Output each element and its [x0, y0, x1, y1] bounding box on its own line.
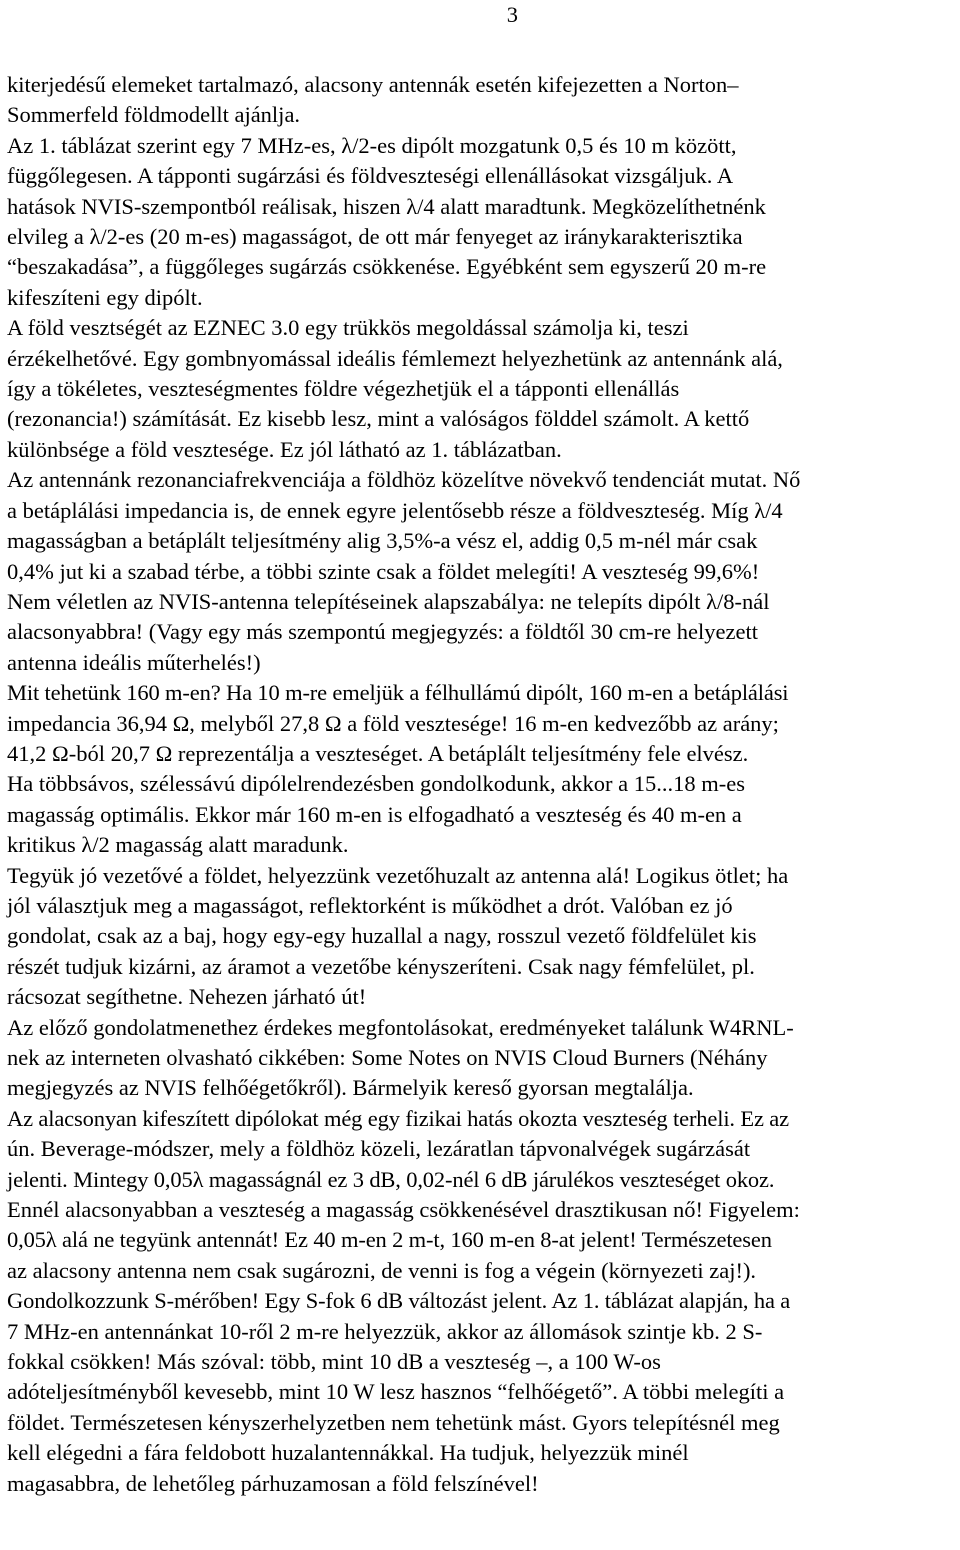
text-line: fokkal csökken! Más szóval: több, mint 10 dB a veszteség –, a 100 W-os	[7, 1349, 661, 1375]
text-line: Nem véletlen az NVIS-antenna telepítéseinek alapszabálya: ne telepíts dipólt λ/8-nál	[7, 588, 770, 614]
text-line: rácsozat segíthetne. Nehezen járható út!	[7, 984, 367, 1010]
text-line: impedancia 36,94 Ω, melyből 27,8 Ω a föld vesztesége! 16 m-en kedvezőbb az arány;	[7, 710, 779, 736]
text-line: (rezonancia!) számítását. Ez kisebb lesz, mint a valóságos földdel számolt. A kettő	[7, 406, 750, 432]
text-line: függőlegesen. A tápponti sugárzási és földveszteségi ellenállásokat vizsgáljuk. A	[7, 163, 734, 189]
text-line: 41,2 Ω-ból 20,7 Ω reprezentálja a veszteséget. A betáplált teljesítmény fele elvész.	[7, 740, 749, 766]
text-line: elvileg a λ/2-es (20 m-es) magasságot, de ott már fenyeget az iránykarakterisztika	[7, 224, 743, 250]
text-line: megjegyzés az NVIS felhőégetőkről). Bármelyik kereső gyorsan megtalálja.	[7, 1075, 694, 1101]
text-line: részét tudjuk kizárni, az áramot a vezetőbe kényszeríteni. Csak nagy fémfelület, pl.	[7, 953, 755, 979]
text-line: kifeszíteni egy dipólt.	[7, 284, 203, 310]
text-line: a betáplálási impedancia is, de ennek egyre jelentősebb része a földveszteség. Míg λ/4	[7, 497, 783, 523]
text-line: nek az interneten olvasható cikkében: Some Notes on NVIS Cloud Burners (Néhány	[7, 1045, 768, 1070]
text-line: különbsége a föld vesztesége. Ez jól látható az 1. táblázatban.	[7, 436, 562, 462]
text-line: magasabbra, de lehetőleg párhuzamosan a föld felszínével!	[7, 1470, 539, 1496]
text-line: érzékelhetővé. Egy gombnyomással ideális fémlemezt helyezhetünk az antennánk alá,	[7, 345, 783, 371]
text-line: így a tökéletes, veszteségmentes földre végezhetjük el a tápponti ellenállás	[7, 376, 680, 402]
text-line: magasság optimális. Ekkor már 160 m-en is elfogadható a veszteség és 40 m-en a	[7, 801, 742, 827]
text-line: kritikus λ/2 magasság alatt maradunk.	[7, 832, 349, 858]
body-text	[7, 70, 948, 1499]
text-line: Ennél alacsonyabban a veszteség a magasság csökkenésével drasztikusan nő! Figyelem:	[7, 1197, 800, 1223]
text-line: ún. Beverage-módszer, mely a földhöz közeli, lezáratlan tápvonalvégek sugárzását	[7, 1136, 751, 1162]
text-line: adóteljesítményből kevesebb, mint 10 W lesz hasznos “felhőégető”. A többi melegíti a	[7, 1379, 785, 1405]
text-line: 7 MHz-en antennánkat 10-ről 2 m-re helyezzük, akkor az állomások szintje kb. 2 S-	[7, 1318, 763, 1344]
text-line: az alacsony antenna nem csak sugározni, de venni is fog a végein (környezeti zaj!).	[7, 1257, 757, 1283]
text-line: antenna ideális műterhelés!)	[7, 649, 261, 675]
text-line: Sommerfeld földmodellt ajánlja.	[7, 102, 301, 128]
text-line: 0,05λ alá ne tegyünk antennát! Ez 40 m-en 2 m-t, 160 m-en 8-at jelent! Természetesen	[7, 1227, 772, 1253]
text-line: jól választjuk meg a magasságot, reflektorként is működhet a drót. Valóban ez jó	[7, 892, 733, 918]
text-line: Az antennánk rezonanciafrekvenciája a földhöz közelítve növekvő tendenciát mutat. Nő	[7, 467, 801, 493]
text-line: alacsonyabbra! (Vagy egy más szempontú megjegyzés: a földtől 30 cm-re helyezett	[7, 619, 758, 645]
text-line: Tegyük jó vezetővé a földet, helyezzünk vezetőhuzalt az antenna alá! Logikus ötlet; ha	[7, 862, 789, 888]
text-line: “beszakadása”, a függőleges sugárzás csökkenése. Egyébként sem egyszerű 20 m-re	[7, 254, 767, 280]
text-line: hatások NVIS-szempontból reálisak, hiszen λ/4 alatt maradtunk. Megközelíthetnénk	[7, 193, 766, 219]
page-number: 3	[506, 2, 518, 27]
text-line: Ha többsávos, szélessávú dipólelrendezésben gondolkodunk, akkor a 15...18 m-es	[7, 771, 745, 797]
text-line: 0,4% jut ki a szabad térbe, a többi szinte csak a földet melegíti! A veszteség 99,6%!	[7, 558, 760, 584]
text-line: jelenti. Mintegy 0,05λ magasságnál ez 3 dB, 0,02-nél 6 dB járulékos veszteséget okoz.	[7, 1166, 775, 1192]
text-line: kiterjedésű elemeket tartalmazó, alacsony antennák esetén kifejezetten a Norton–	[7, 72, 739, 97]
text-line: gondolat, csak az a baj, hogy egy-egy huzallal a nagy, rosszul vezető földfelület kis	[7, 923, 757, 949]
text-line: kell elégedni a fára feldobott huzalantennákkal. Ha tudjuk, helyezzük minél	[7, 1440, 689, 1466]
text-line: Gondolkozzunk S-mérőben! Egy S-fok 6 dB változást jelent. Az 1. táblázat alapján, ha a	[7, 1288, 791, 1314]
text-line: Az előző gondolatmenethez érdekes megfontolásokat, eredményeket találunk W4RNL-	[7, 1014, 794, 1040]
text-line: Mit tehetünk 160 m-en? Ha 10 m-re emeljük a félhullámú dipólt, 160 m-en a betáplálási	[7, 680, 789, 706]
text-line: földet. Természetesen kényszerhelyzetben nem tehetünk mást. Gyors telepítésnél meg	[7, 1409, 780, 1435]
text-line: A föld vesztségét az EZNEC 3.0 egy trükkös megoldással számolja ki, teszi	[7, 315, 689, 341]
text-line: magasságban a betáplált teljesítmény alig 3,5%-a vész el, addig 0,5 m-nél már csak	[7, 528, 758, 554]
text-line: Az alacsonyan kifeszített dipólokat még egy fizikai hatás okozta veszteség terheli. Ez az	[7, 1105, 789, 1131]
text-line: Az 1. táblázat szerint egy 7 MHz-es, λ/2-es dipólt mozgatunk 0,5 és 10 m között,	[7, 132, 737, 158]
